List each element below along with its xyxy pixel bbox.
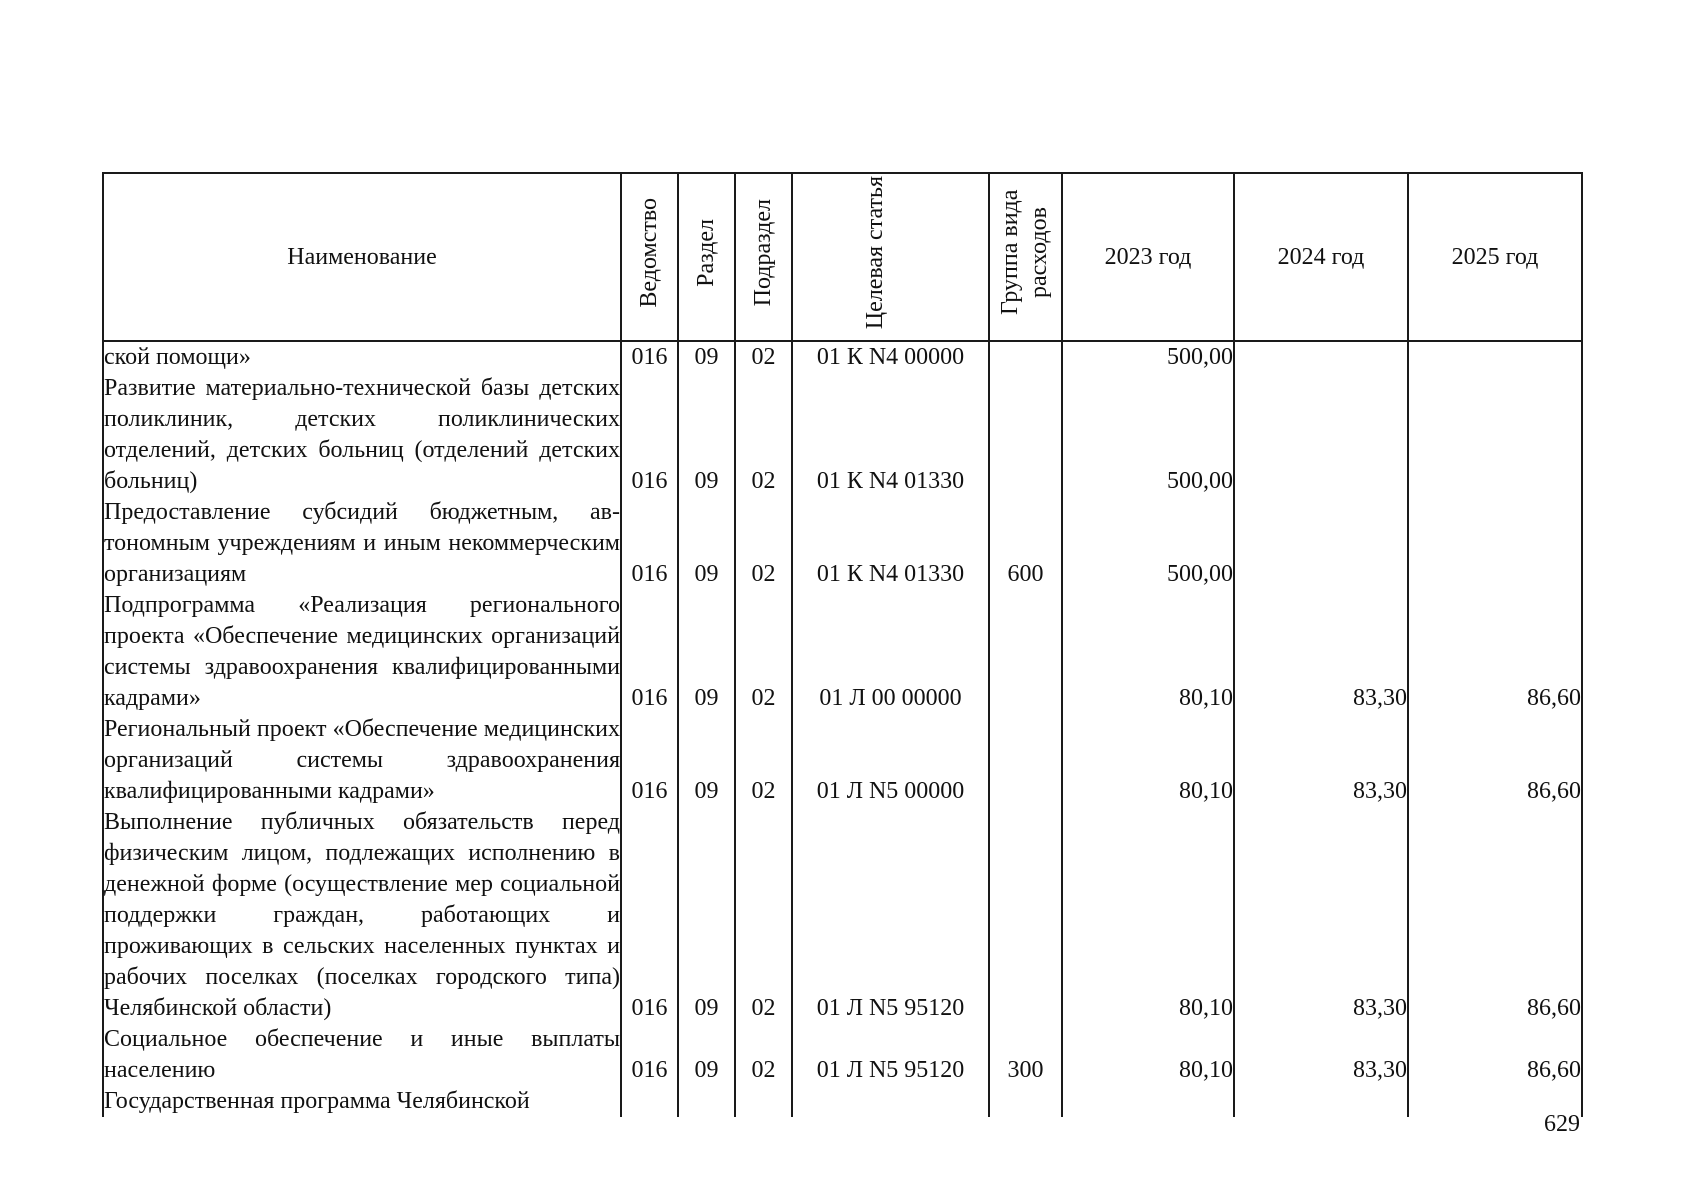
row-podrazdel: [735, 1086, 792, 1117]
row-razdel: 09: [678, 714, 735, 807]
row-gruppa: [989, 590, 1062, 714]
header-gruppa-vida-rashodov: Группа вида расходов: [989, 173, 1062, 341]
row-vedomstvo: 016: [621, 590, 678, 714]
row-podrazdel: 02: [735, 807, 792, 1024]
table-row: [103, 497, 1582, 590]
row-podrazdel: 02: [735, 1024, 792, 1086]
header-year-2023: 2023 год: [1062, 173, 1234, 341]
row-celevaya-statya: 01 К N4 01330: [792, 373, 989, 497]
row-celevaya-statya: 01 Л N5 95120: [792, 1024, 989, 1086]
row-2024: [1234, 1086, 1408, 1117]
row-name: Развитие материально-технической базы детских поликлиник, детских поликлинических отделений, детских больниц (отделений детских больниц): [103, 373, 621, 497]
row-2024: [1234, 341, 1408, 373]
row-gruppa: 600: [989, 497, 1062, 590]
row-name: Региональный проект «Обеспечение медицинских организаций системы здравоохранения квалифицированными кадрами»: [103, 714, 621, 807]
row-podrazdel: 02: [735, 497, 792, 590]
row-2024: [1234, 373, 1408, 497]
row-2023: [1062, 1086, 1234, 1117]
row-razdel: 09: [678, 341, 735, 373]
row-2024: 83,30: [1234, 714, 1408, 807]
row-2025: [1408, 497, 1582, 590]
row-gruppa: 300: [989, 1024, 1062, 1086]
row-name: Социальное обеспечение и иные выплаты населению: [103, 1024, 621, 1086]
row-2025: 86,60: [1408, 807, 1582, 1024]
row-gruppa: [989, 807, 1062, 1024]
row-2025: [1408, 341, 1582, 373]
row-gruppa: [989, 714, 1062, 807]
row-celevaya-statya: 01 К N4 00000: [792, 341, 989, 373]
row-2023: 80,10: [1062, 1024, 1234, 1086]
row-name: ской помощи»: [103, 341, 621, 373]
row-2023: 500,00: [1062, 341, 1234, 373]
table-row: [103, 1086, 1582, 1117]
header-year-2025: 2025 год: [1408, 173, 1582, 341]
header-celevaya-statya: Целевая статья: [792, 173, 989, 341]
row-vedomstvo: 016: [621, 373, 678, 497]
header-podrazdel: Подраздел: [735, 173, 792, 341]
row-vedomstvo: 016: [621, 807, 678, 1024]
row-gruppa: [989, 373, 1062, 497]
row-razdel: 09: [678, 590, 735, 714]
table-row: [103, 807, 1582, 1024]
row-razdel: 09: [678, 807, 735, 1024]
table-row: [103, 590, 1582, 714]
row-2024: [1234, 497, 1408, 590]
row-vedomstvo: 016: [621, 1024, 678, 1086]
row-podrazdel: 02: [735, 373, 792, 497]
row-celevaya-statya: 01 Л 00 00000: [792, 590, 989, 714]
page-number: 629: [1544, 1111, 1580, 1137]
row-name: Государственная программа Челябинской: [103, 1086, 621, 1117]
row-2025: [1408, 373, 1582, 497]
row-vedomstvo: [621, 1086, 678, 1117]
table-header-row: [103, 173, 1582, 341]
row-gruppa: [989, 1086, 1062, 1117]
row-2024: 83,30: [1234, 590, 1408, 714]
row-vedomstvo: 016: [621, 714, 678, 807]
row-razdel: [678, 1086, 735, 1117]
row-podrazdel: 02: [735, 714, 792, 807]
row-name: Выполнение публичных обязательств перед физическим лицом, подлежащих исполнению в денежной форме (осуществление мер социальной поддержки граждан, работающих и проживающих в сельских населенных пунктах и рабочих поселках (поселках городского типа) Челябинской области): [103, 807, 621, 1024]
row-2025: 86,60: [1408, 714, 1582, 807]
row-name: Подпрограмма «Реализация регионального проекта «Обеспечение медицинских организаций системы здравоохранения квалифицированными кадрами»: [103, 590, 621, 714]
row-2025: 86,60: [1408, 1024, 1582, 1086]
row-name: Предоставление субсидий бюджетным, автономным учреждениям и иным некоммерческим организациям: [103, 497, 621, 590]
row-celevaya-statya: [792, 1086, 989, 1117]
row-2023: 80,10: [1062, 714, 1234, 807]
row-2025: 86,60: [1408, 590, 1582, 714]
row-razdel: 09: [678, 497, 735, 590]
row-2023: 500,00: [1062, 373, 1234, 497]
row-celevaya-statya: 01 Л N5 95120: [792, 807, 989, 1024]
row-gruppa: [989, 341, 1062, 373]
budget-table: [102, 172, 1583, 1117]
row-2023: 80,10: [1062, 807, 1234, 1024]
table-row: [103, 1024, 1582, 1086]
row-celevaya-statya: 01 Л N5 00000: [792, 714, 989, 807]
row-2023: 80,10: [1062, 590, 1234, 714]
row-podrazdel: 02: [735, 341, 792, 373]
header-vedomstvo: Ведомство: [621, 173, 678, 341]
row-vedomstvo: 016: [621, 341, 678, 373]
header-name: Наименование: [103, 173, 621, 341]
row-vedomstvo: 016: [621, 497, 678, 590]
header-year-2024: 2024 год: [1234, 173, 1408, 341]
row-2024: 83,30: [1234, 807, 1408, 1024]
row-2024: 83,30: [1234, 1024, 1408, 1086]
row-celevaya-statya: 01 К N4 01330: [792, 497, 989, 590]
table-row: [103, 714, 1582, 807]
row-razdel: 09: [678, 1024, 735, 1086]
table-row: [103, 341, 1582, 373]
row-2023: 500,00: [1062, 497, 1234, 590]
table-row: [103, 373, 1582, 497]
row-razdel: 09: [678, 373, 735, 497]
row-podrazdel: 02: [735, 590, 792, 714]
header-razdel: Раздел: [678, 173, 735, 341]
